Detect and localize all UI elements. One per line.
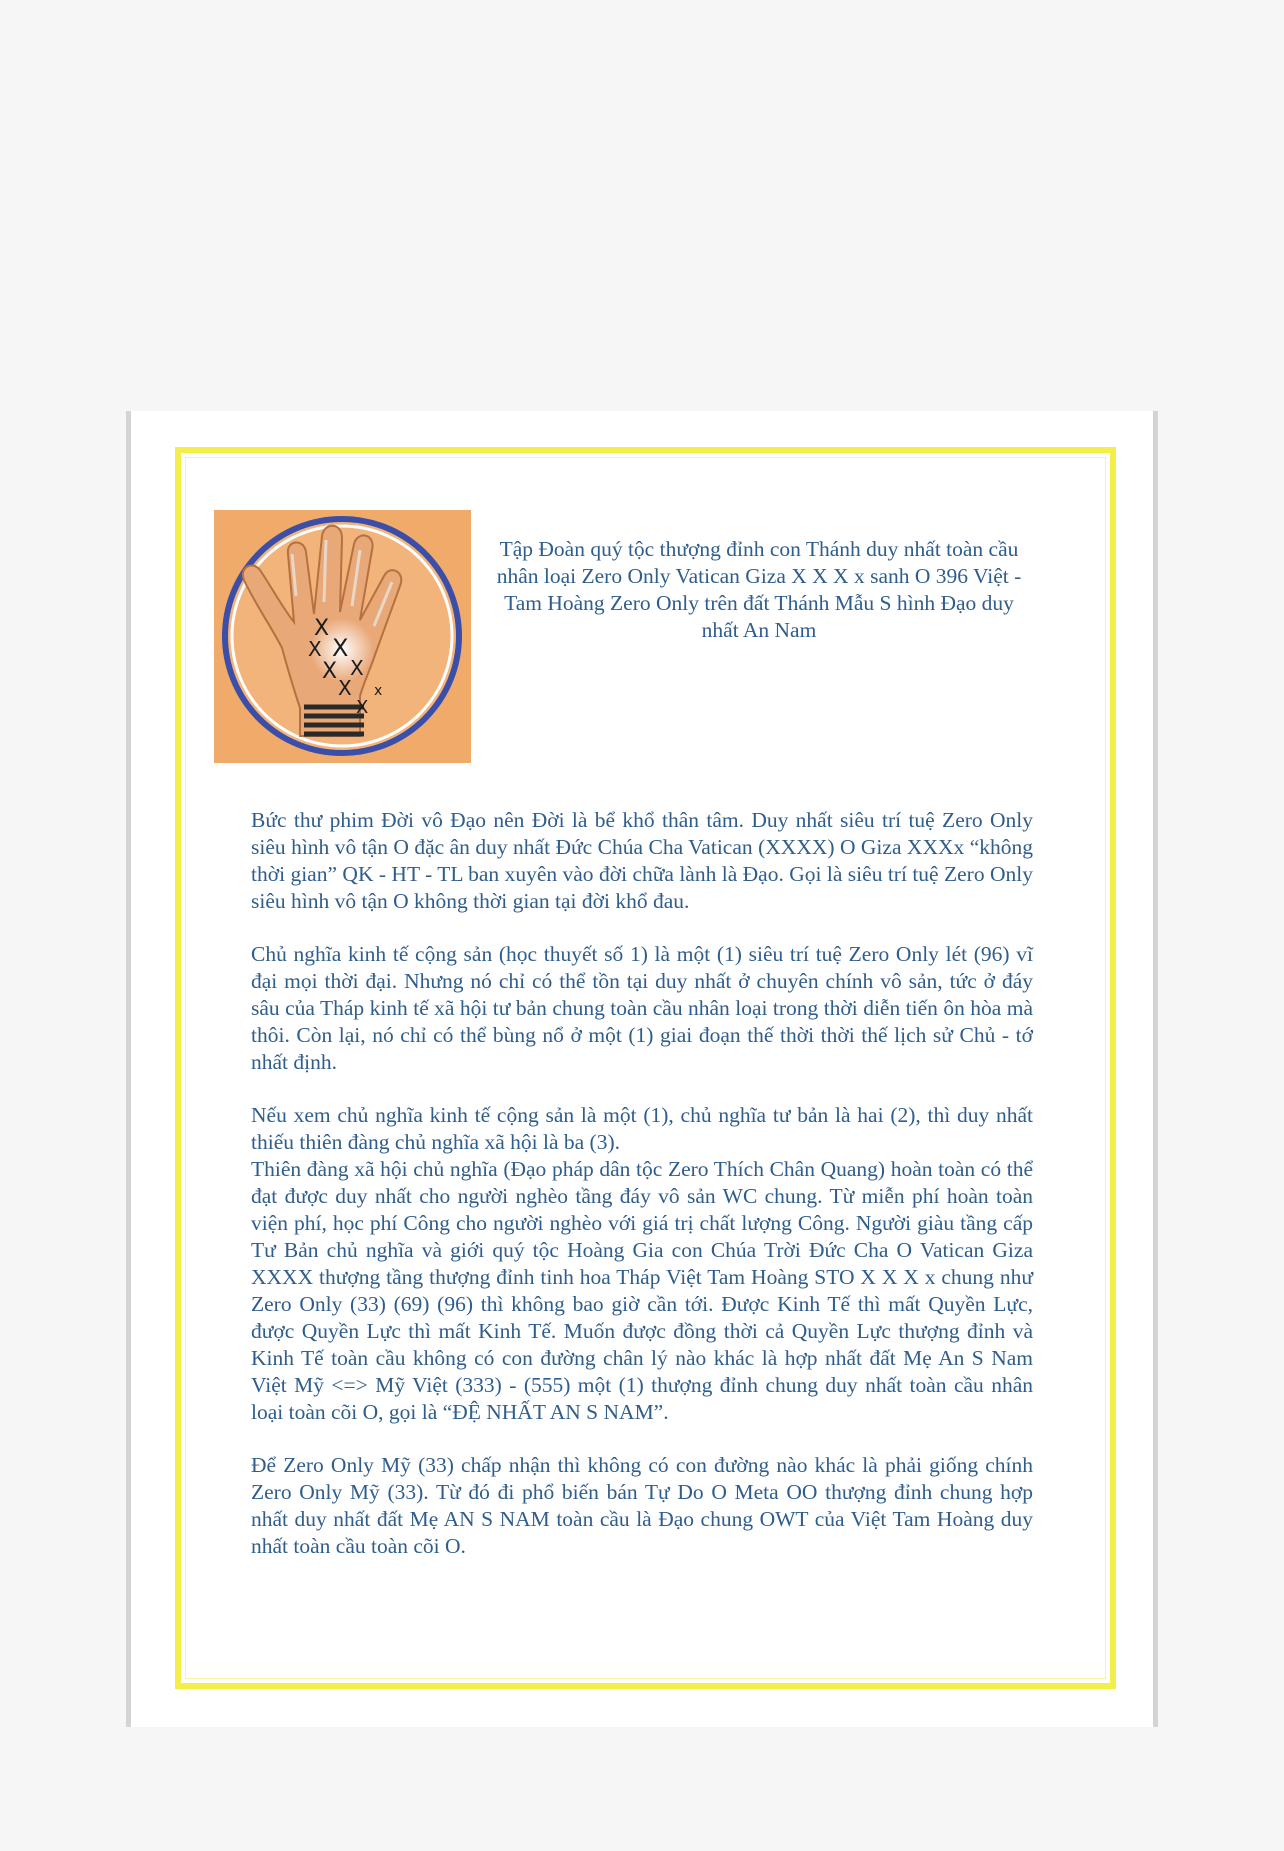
paragraph: Nếu xem chủ nghĩa kinh tế cộng sản là một (1), chủ nghĩa tư bản là hai (2), thì duy nhất thiếu thiên đàng chủ nghĩa xã hội là ba (3). bbox=[251, 1103, 1033, 1154]
paragraph: Chủ nghĩa kinh tế cộng sản (học thuyết số 1) là một (1) siêu trí tuệ Zero Only lét (96) vĩ đại mọi thời đại. Nhưng nó chỉ có thể tồn tại duy nhất ở chuyên chính vô sản, tức ở đáy sâu của Tháp kinh tế xã hội tư bản chung toàn cầu nhân loại trong thời diễn tiến ôn hòa mà thôi. Còn lại, nó chỉ có thể bùng nổ ở một (1) giai đoạn thế thời thời thế lịch sử Chủ - tớ nhất định. bbox=[251, 942, 1033, 1074]
x-mark: X bbox=[314, 616, 330, 641]
x-mark: X bbox=[338, 676, 352, 700]
x-mark: X bbox=[350, 656, 364, 680]
document-body bbox=[251, 807, 1033, 1560]
x-mark: X bbox=[322, 659, 338, 684]
palm-hand-logo-icon bbox=[214, 510, 471, 763]
document-heading: Tập Đoàn quý tộc thượng đỉnh con Thánh duy nhất toàn cầu nhân loại Zero Only Vatican Giza X X X x sanh O 396 Việt - Tam Hoàng Zero Only trên đất Thánh Mẫu S hình Đạo duy nhất An Nam bbox=[496, 537, 1022, 642]
paragraph: Để Zero Only Mỹ (33) chấp nhận thì không có con đường nào khác là phải giống chính Zero Only Mỹ (33). Từ đó đi phổ biến bán Tự Do O Meta OO thượng đỉnh chung hợp nhất duy nhất đất Mẹ AN S NAM toàn cầu là Đạo chung OWT của Việt Tam Hoàng duy nhất toàn cầu toàn cõi O. bbox=[251, 1453, 1033, 1558]
x-mark: x bbox=[374, 683, 383, 699]
paragraph: Thiên đàng xã hội chủ nghĩa (Đạo pháp dân tộc Zero Thích Chân Quang) hoàn toàn có thể đạt được duy nhất cho người nghèo tầng đáy vô sản WC chung. Từ miễn phí hoàn toàn viện phí, học phí Công cho người nghèo với giá trị chất lượng Công. Người giàu tầng cấp Tư Bản chủ nghĩa và giới quý tộc Hoàng Gia con Chúa Trời Đức Cha O Vatican Giza XXXX thượng tầng thượng đỉnh tinh hoa Tháp Việt Tam Hoàng STO X X X x chung như Zero Only (33) (69) (96) thì không bao giờ cần tới. Được Kinh Tế thì mất Quyền Lực, được Quyền Lực thì mất Kinh Tế. Muốn được đồng thời cả Quyền Lực thượng đỉnh và Kinh Tế toàn cầu không có con đường chân lý nào khác là hợp nhất đất Mẹ An S Nam Việt Mỹ <=> Mỹ Việt (333) - (555) một (1) thượng đỉnh chung duy nhất toàn cầu nhân loại toàn cõi O, gọi là “ĐỆ NHẤT AN S NAM”. bbox=[251, 1157, 1033, 1424]
x-mark: X bbox=[308, 637, 322, 661]
paragraph: Bức thư phim Đời vô Đạo nên Đời là bể khổ thân tâm. Duy nhất siêu trí tuệ Zero Only siêu hình vô tận O đặc ân duy nhất Đức Chúa Cha Vatican (XXXX) O Giza XXXx “không thời gian” QK - HT - TL ban xuyên vào đời chữa lành là Đạo. Gọi là siêu trí tuệ Zero Only siêu hình vô tận O không thời gian tại đời khổ đau. bbox=[251, 808, 1033, 913]
x-mark: X bbox=[356, 697, 369, 718]
x-mark: X bbox=[332, 634, 349, 662]
